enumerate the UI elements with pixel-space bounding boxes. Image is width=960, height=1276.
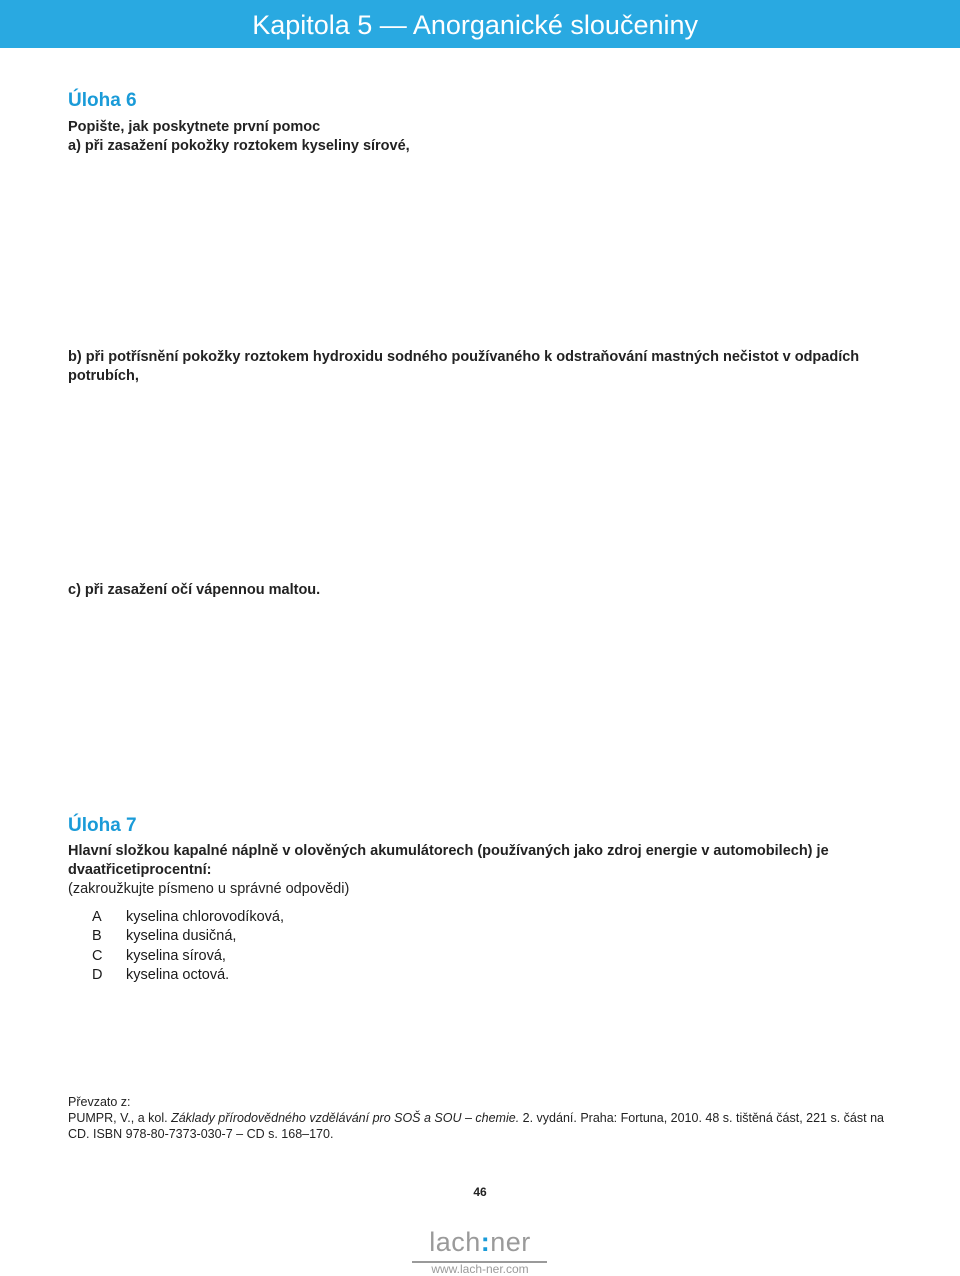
option-text: kyselina octová. <box>126 966 230 983</box>
logo-colon: : <box>480 1227 491 1257</box>
answer-option-c[interactable] <box>92 947 284 966</box>
option-text: kyselina sírová, <box>126 947 226 964</box>
source-authors: PUMPR, V., a kol. <box>68 1111 168 1125</box>
task-7-heading: Úloha 7 <box>68 815 137 836</box>
option-letter: C <box>92 947 103 964</box>
answer-option-a[interactable] <box>92 908 284 927</box>
option-letter: A <box>92 909 102 925</box>
option-letter: D <box>92 966 103 983</box>
task-7-question: Hlavní složkou kapalné náplně v olověných akumulátorech (používaných jako zdroj energie v automobilech) je dvaatřicetiprocentní: <box>68 843 829 878</box>
answer-options <box>92 908 284 985</box>
source-title: Základy přírodovědného vzdělávání pro SOŠ a SOU – chemie. <box>171 1111 520 1125</box>
task-6-part-b: b) při potřísnění pokožky roztokem hydroxidu sodného používaného k odstraňování mastných nečistot v odpadích potrubích, <box>68 349 860 384</box>
page-number: 46 <box>473 1185 487 1199</box>
task-6-part-c: c) při zasažení očí vápennou maltou. <box>68 582 321 598</box>
task-6-heading: Úloha 6 <box>68 90 137 111</box>
publisher-logo <box>0 1226 960 1258</box>
source-reference <box>68 1110 898 1142</box>
logo-text-left: lach <box>429 1227 481 1257</box>
option-text: kyselina chlorovodíková, <box>126 909 284 925</box>
logo-text-right: ner <box>490 1227 531 1257</box>
chapter-header-bar <box>0 0 960 48</box>
publisher-url[interactable]: www.lach-ner.com <box>431 1262 529 1276</box>
source-citation <box>68 1094 898 1142</box>
task-6-intro: Popište, jak poskytnete první pomoc <box>68 119 321 135</box>
chapter-title: Kapitola 5 — Anorganické sloučeniny <box>252 10 698 40</box>
task-6-part-a: a) při zasažení pokožky roztokem kyseliny sírové, <box>68 138 410 154</box>
source-label: Převzato z: <box>68 1095 131 1109</box>
option-letter: B <box>92 928 102 945</box>
option-text: kyselina dusičná, <box>126 928 237 945</box>
source-details: 2. vydání. Praha: Fortuna, 2010. 48 s. tištěná část, 221 s. část na CD. ISBN 978-80-7373-030-7 – CD s. 168–170. <box>68 1111 884 1141</box>
answer-option-b[interactable] <box>92 927 284 946</box>
task-7-instruction: (zakroužkujte písmeno u správné odpovědi) <box>68 881 350 897</box>
answer-option-d[interactable] <box>92 966 284 985</box>
